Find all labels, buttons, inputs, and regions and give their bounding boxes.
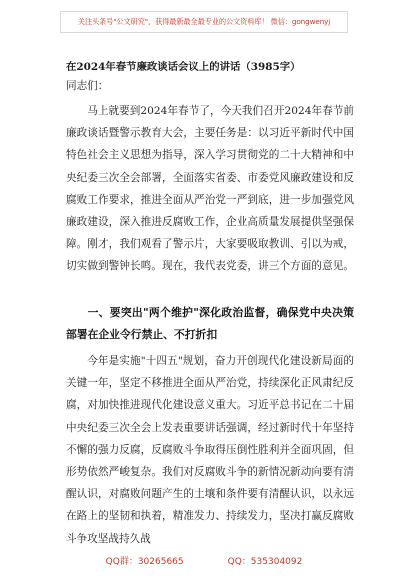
footer-contact	[0, 554, 408, 570]
header-banner-text: 关注头条号"公文研究"，获得最新最全最专业的公文资料库！ 微信：gongwenyj	[77, 17, 331, 26]
footer-qq-group: QQ群：30265665	[105, 557, 184, 567]
paragraph-section-1: 今年是实施"十四五"规划，奋力开创现代化建设新局面的关键一年，坚定不移推进全面从严治党，持续深化正风肃纪反腐，对加快推进现代化建设意义重大。习近平总书记在二十届中央纪委三次全会上发表重要讲话强调，经过新时代十年坚持不懈的强力反腐，反腐败斗争取得压倒性胜利并全面巩固，但形势依然严峻复杂。我们对反腐败斗争的新情况新动向要有清醒认识，对腐败问题产生的土壤和条件要有清醒认识，以永远在路上的坚韧和执着，精准发力、持续发力，坚决打赢反腐败斗争攻坚战持久战	[66, 355, 354, 545]
header-banner	[60, 11, 348, 33]
document-title: 在2024年春节廉政谈话会议上的讲话（3985字）	[66, 61, 301, 73]
paragraph-opening: 马上就要到2024年春节了，今天我们召开2024年春节前廉政谈话暨警示教育大会，主要任务是：以习近平新时代中国特色社会主义思想为指导，深入学习贯彻党的二十大精神和中央纪委三次全会部署，全面落实省委、市委党风廉政建设和反腐败工作要求，推进全面从严治党一严到底，进一步加强党风廉政建设，深入推进反腐败工作，企业高质量发展提供坚强保障。刚才，我们观看了警示片，大家要吸取教训、引以为戒，切实做到警钟长鸣。现在，我代表党委，讲三个方面的意见。	[66, 105, 354, 273]
footer-qq: QQ：535304092	[227, 557, 303, 567]
section-heading-1: 一、要突出"两个维护"深化政治监督，确保党中央决策部署在企业令行禁止、不打折扣	[66, 306, 354, 341]
greeting: 同志们：	[66, 80, 109, 92]
